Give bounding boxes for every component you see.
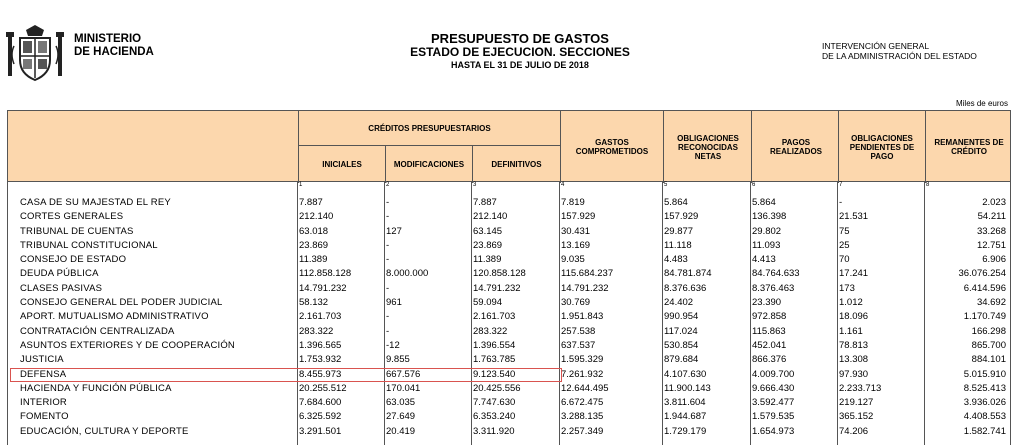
- intervention-label: [822, 41, 977, 61]
- row-value-col-2: -: [386, 311, 390, 323]
- table-row: [8, 396, 1011, 410]
- row-value-col-1: 1.396.565: [299, 339, 342, 351]
- table-row: [8, 239, 1011, 253]
- row-section-name: TRIBUNAL DE CUENTAS: [20, 225, 134, 237]
- table-body: [7, 182, 1011, 445]
- row-value-col-6: 84.764.633: [752, 268, 800, 280]
- row-value-col-5: 990.954: [664, 311, 699, 323]
- budget-table: [7, 110, 1011, 445]
- row-value-col-3: 120.858.128: [473, 268, 526, 280]
- row-value-col-7: -: [839, 197, 843, 208]
- table-row: [8, 210, 1011, 224]
- row-value-col-1: 212.140: [299, 211, 334, 223]
- row-value-col-1: 23.869: [299, 239, 329, 251]
- row-value-col-3: 2.161.703: [473, 311, 516, 323]
- row-section-name: CLASES PASIVAS: [20, 282, 103, 294]
- row-value-col-3: 23.869: [473, 239, 503, 251]
- row-value-col-1: 14.791.232: [299, 282, 347, 294]
- row-value-col-5: 117.024: [664, 325, 698, 337]
- row-value-col-2: 127: [386, 225, 402, 237]
- row-value-col-1: 20.255.512: [299, 382, 347, 394]
- report-subtitle: ESTADO DE EJECUCION. SECCIONES: [410, 45, 630, 59]
- row-value-col-2: -: [386, 197, 390, 208]
- row-value-col-7: 97.930: [839, 368, 869, 380]
- row-value-col-3: 283.322: [473, 325, 508, 337]
- row-value-col-2: 63.035: [386, 397, 416, 409]
- row-value-col-3: 63.145: [473, 225, 503, 237]
- row-value-col-3: 1.396.554: [473, 339, 516, 351]
- report-title: PRESUPUESTO DE GASTOS: [431, 31, 609, 46]
- col-header-definitivos: DEFINITIVOS: [491, 160, 542, 169]
- row-value-col-5: 3.811.604: [664, 397, 706, 409]
- row-value-col-6: 11.093: [752, 239, 781, 251]
- row-section-name: DEUDA PÚBLICA: [20, 268, 99, 280]
- row-value-col-7: 173: [839, 282, 855, 294]
- row-value-col-6: 29.802: [752, 225, 782, 237]
- row-value-col-2: -: [386, 282, 390, 294]
- row-value-col-6: 1.654.973: [752, 425, 795, 437]
- intervention-line-1: INTERVENCIÓN GENERAL: [822, 41, 930, 51]
- row-value-col-2: 961: [386, 297, 402, 309]
- row-value-col-3: 11.389: [473, 254, 502, 266]
- row-value-col-2: 170.041: [386, 382, 421, 394]
- row-value-col-3: 14.791.232: [473, 282, 521, 294]
- row-value-col-7: 1.161: [839, 325, 863, 337]
- row-value-col-8: 2.023: [982, 197, 1006, 208]
- row-value-col-6: 4.413: [752, 254, 776, 266]
- row-value-col-6: 3.592.477: [752, 397, 795, 409]
- row-value-col-6: 972.858: [752, 311, 787, 323]
- table-row: [8, 253, 1011, 267]
- row-value-col-8: 6.906: [982, 254, 1006, 266]
- row-value-col-1: 8.455.973: [299, 368, 342, 380]
- row-value-col-8: 6.414.596: [963, 282, 1006, 294]
- row-value-col-8: 54.211: [977, 211, 1006, 223]
- row-value-col-3: 7.887: [473, 197, 497, 208]
- units-label: Miles de euros: [955, 99, 1008, 108]
- row-value-col-4: 30.769: [561, 297, 591, 309]
- row-value-col-8: 1.170.749: [963, 311, 1006, 323]
- table-rows: [8, 196, 1011, 439]
- column-numbers: [8, 182, 1011, 190]
- col-number-7: 7: [839, 182, 843, 188]
- row-value-col-4: 3.288.135: [561, 411, 604, 423]
- row-section-name: EDUCACIÓN, CULTURA Y DEPORTE: [20, 425, 189, 437]
- row-value-col-5: 8.376.636: [664, 282, 707, 294]
- row-section-name: APORT. MUTUALISMO ADMINISTRATIVO: [20, 311, 209, 323]
- row-value-col-4: 637.537: [561, 339, 596, 351]
- row-value-col-6: 23.390: [752, 297, 782, 309]
- row-value-col-8: 33.268: [976, 225, 1006, 237]
- row-section-name: FOMENTO: [20, 411, 69, 423]
- row-value-col-5: 24.402: [664, 297, 694, 309]
- row-value-col-7: 17.241: [839, 268, 869, 280]
- row-value-col-4: 6.672.475: [561, 397, 604, 409]
- row-value-col-3: 20.425.556: [473, 382, 521, 394]
- row-value-col-8: 36.076.254: [958, 268, 1006, 280]
- table-row: [8, 225, 1011, 239]
- row-value-col-5: 29.877: [664, 225, 694, 237]
- row-value-col-2: -: [386, 325, 390, 337]
- row-value-col-1: 283.322: [299, 325, 334, 337]
- row-value-col-2: -: [386, 254, 390, 266]
- row-value-col-3: 212.140: [473, 211, 508, 223]
- col-number-2: 2: [386, 182, 390, 188]
- row-value-col-1: 3.291.501: [299, 425, 342, 437]
- row-value-col-3: 9.123.540: [473, 368, 516, 380]
- row-value-col-5: 879.684: [664, 354, 699, 366]
- row-value-col-1: 63.018: [299, 225, 329, 237]
- row-value-col-7: 18.096: [839, 311, 869, 323]
- row-value-col-6: 452.041: [752, 339, 787, 351]
- col-number-3: 3: [473, 182, 477, 188]
- row-value-col-3: 1.763.785: [473, 354, 516, 366]
- row-value-col-1: 6.325.592: [299, 411, 342, 423]
- row-value-col-4: 257.538: [561, 325, 596, 337]
- col-number-6: 6: [752, 182, 756, 188]
- row-value-col-4: 1.951.843: [561, 311, 604, 323]
- col-header-pendientes: OBLIGACIONES PENDIENTES DE PAGO: [849, 133, 915, 161]
- report-date: HASTA EL 31 DE JULIO DE 2018: [451, 60, 589, 70]
- row-value-col-4: 9.035: [561, 254, 585, 266]
- ministry-line-1: MINISTERIO: [74, 33, 142, 45]
- row-value-col-2: 9.855: [386, 354, 410, 366]
- row-value-col-6: 115.863: [752, 325, 786, 337]
- row-value-col-1: 11.389: [299, 254, 328, 266]
- table-row: [8, 196, 1011, 210]
- row-section-name: DEFENSA: [20, 368, 67, 380]
- table-row: [8, 410, 1011, 424]
- row-value-col-5: 11.900.143: [664, 382, 711, 394]
- row-value-col-2: 27.649: [386, 411, 416, 423]
- row-value-col-5: 5.864: [664, 197, 688, 208]
- row-value-col-7: 25: [839, 239, 850, 251]
- row-value-col-5: 11.118: [664, 239, 692, 251]
- col-header-modificaciones: MODIFICACIONES: [393, 160, 465, 169]
- row-value-col-5: 4.107.630: [664, 368, 707, 380]
- table-row: [8, 325, 1011, 339]
- row-value-col-7: 365.152: [839, 411, 874, 423]
- row-section-name: CONSEJO GENERAL DEL PODER JUDICIAL: [20, 297, 223, 309]
- row-value-col-6: 8.376.463: [752, 282, 795, 294]
- row-value-col-8: 3.936.026: [963, 397, 1006, 409]
- row-value-col-2: -: [386, 211, 390, 223]
- report-header: [0, 0, 1024, 108]
- table-row: [8, 282, 1011, 296]
- row-value-col-2: -12: [386, 339, 400, 351]
- row-value-col-5: 1.944.687: [664, 411, 707, 423]
- table-row: [8, 368, 1011, 382]
- row-value-col-5: 84.781.874: [664, 268, 712, 280]
- row-value-col-7: 21.531: [839, 211, 869, 223]
- row-value-col-8: 865.700: [971, 339, 1006, 351]
- row-value-col-5: 157.929: [664, 211, 699, 223]
- row-value-col-4: 115.684.237: [561, 268, 614, 280]
- row-value-col-3: 7.747.630: [473, 397, 516, 409]
- row-value-col-6: 1.579.535: [752, 411, 795, 423]
- row-section-name: ASUNTOS EXTERIORES Y DE COOPERACIÓN: [20, 339, 235, 351]
- row-section-name: CASA DE SU MAJESTAD EL REY: [20, 197, 171, 208]
- row-value-col-7: 13.308: [839, 354, 869, 366]
- row-value-col-8: 12.751: [976, 239, 1006, 251]
- row-value-col-7: 75: [839, 225, 850, 237]
- col-header-gastos: GASTOS COMPROMETIDOS: [575, 138, 649, 156]
- row-value-col-5: 1.729.179: [664, 425, 707, 437]
- table-row: [8, 310, 1011, 324]
- col-header-remanentes: REMANENTES DE CRÉDITO: [934, 138, 1004, 156]
- table-row: [8, 382, 1011, 396]
- row-section-name: CONSEJO DE ESTADO: [20, 254, 127, 266]
- row-value-col-7: 2.233.713: [839, 382, 882, 394]
- ministry-name: [74, 33, 154, 59]
- row-section-name: JUSTICIA: [20, 354, 64, 366]
- col-number-5: 5: [664, 182, 668, 188]
- row-value-col-5: 4.483: [664, 254, 688, 266]
- row-value-col-4: 2.257.349: [561, 425, 604, 437]
- row-value-col-1: 7.887: [299, 197, 323, 208]
- table-header: [7, 110, 1011, 182]
- row-value-col-8: 8.525.413: [963, 382, 1006, 394]
- row-value-col-4: 7.819: [561, 197, 585, 208]
- row-value-col-4: 30.431: [561, 225, 591, 237]
- row-value-col-6: 5.864: [752, 197, 776, 208]
- row-value-col-1: 112.858.128: [299, 268, 352, 280]
- table-row: [8, 353, 1011, 367]
- intervention-line-2: DE LA ADMINISTRACIÓN DEL ESTADO: [822, 51, 977, 61]
- report-title-block: [330, 32, 710, 71]
- row-value-col-8: 34.692: [976, 297, 1006, 309]
- row-value-col-3: 3.311.920: [473, 425, 515, 437]
- table-row: [8, 425, 1011, 439]
- row-section-name: INTERIOR: [20, 397, 67, 409]
- table-row: [8, 339, 1011, 353]
- col-header-iniciales: INICIALES: [322, 160, 362, 169]
- row-section-name: CONTRATACIÓN CENTRALIZADA: [20, 325, 175, 337]
- row-value-col-7: 1.012: [839, 297, 863, 309]
- row-section-name: TRIBUNAL CONSTITUCIONAL: [20, 239, 158, 251]
- row-value-col-2: 20.419: [386, 425, 416, 437]
- row-value-col-2: 8.000.000: [386, 268, 429, 280]
- row-value-col-7: 78.813: [839, 339, 869, 351]
- row-value-col-4: 14.791.232: [561, 282, 609, 294]
- row-value-col-2: 667.576: [386, 368, 421, 380]
- row-value-col-3: 59.094: [473, 297, 503, 309]
- col-number-8: 8: [926, 182, 930, 188]
- row-value-col-4: 7.261.932: [561, 368, 604, 380]
- col-header-pagos: PAGOS REALIZADOS: [770, 138, 822, 156]
- row-section-name: CORTES GENERALES: [20, 211, 124, 223]
- row-value-col-4: 157.929: [561, 211, 596, 223]
- row-value-col-8: 1.582.741: [963, 425, 1006, 437]
- row-value-col-1: 58.132: [299, 297, 329, 309]
- row-value-col-7: 70: [839, 254, 850, 266]
- col-number-4: 4: [561, 182, 565, 188]
- row-value-col-8: 884.101: [971, 354, 1006, 366]
- row-value-col-5: 530.854: [664, 339, 699, 351]
- row-value-col-6: 136.398: [752, 211, 787, 223]
- col-header-obligaciones: OBLIGACIONES RECONOCIDAS NETAS: [677, 133, 739, 161]
- row-value-col-7: 219.127: [839, 397, 874, 409]
- row-value-col-8: 5.015.910: [963, 368, 1006, 380]
- group-header-creditos: CRÉDITOS PRESUPUESTARIOS: [368, 123, 491, 133]
- row-value-col-6: 866.376: [752, 354, 787, 366]
- row-value-col-1: 7.684.600: [299, 397, 342, 409]
- row-value-col-8: 166.298: [971, 325, 1006, 337]
- row-value-col-1: 1.753.932: [299, 354, 342, 366]
- row-value-col-7: 74.206: [839, 425, 869, 437]
- table-row: [8, 296, 1011, 310]
- row-value-col-3: 6.353.240: [473, 411, 516, 423]
- row-value-col-4: 13.169: [561, 239, 591, 251]
- coat-of-arms-icon: [6, 24, 64, 84]
- row-value-col-6: 9.666.430: [752, 382, 795, 394]
- ministry-line-2: DE HACIENDA: [74, 46, 154, 58]
- row-value-col-2: -: [386, 239, 390, 251]
- row-value-col-4: 1.595.329: [561, 354, 604, 366]
- row-value-col-6: 4.009.700: [752, 368, 795, 380]
- row-section-name: HACIENDA Y FUNCIÓN PÚBLICA: [20, 382, 172, 394]
- row-value-col-4: 12.644.495: [561, 382, 609, 394]
- row-value-col-1: 2.161.703: [299, 311, 342, 323]
- col-number-1: 1: [299, 182, 303, 188]
- table-row: [8, 267, 1011, 281]
- row-value-col-8: 4.408.553: [963, 411, 1006, 423]
